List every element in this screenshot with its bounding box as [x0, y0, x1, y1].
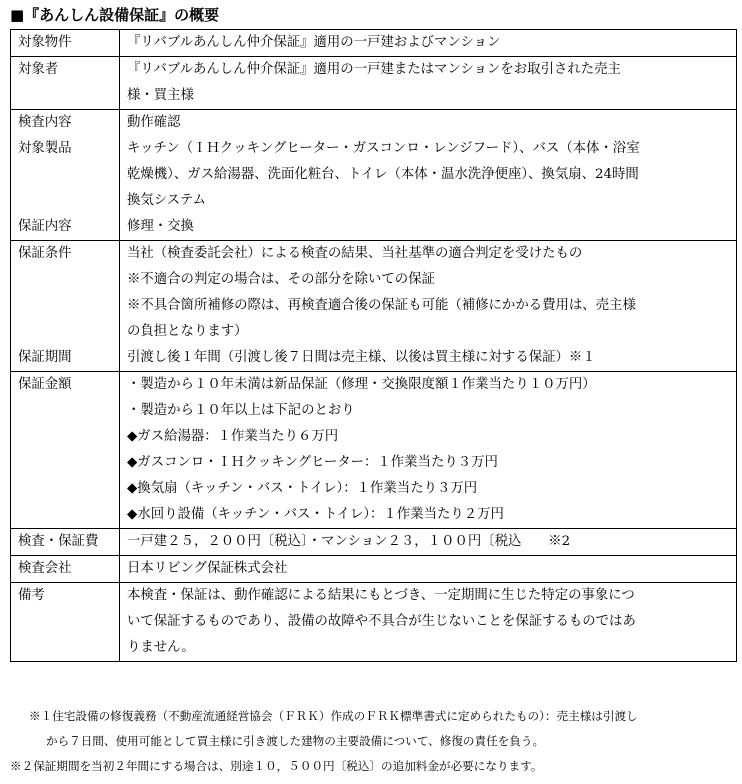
row-label: 保証金額	[18, 377, 72, 392]
warranty-summary-table	[10, 29, 737, 662]
row-label-cell	[11, 30, 120, 57]
row-label-cell	[11, 241, 120, 372]
row-value-line: 引渡し後１年間（引渡し後７日間は売主様、以後は買主様に対する保証）※１	[127, 350, 596, 365]
row-value-line: キッチン（ＩＨクッキングヒーター・ガスコンロ・レンジフード）、バス（本体・浴室	[127, 141, 640, 156]
row-label: 対象物件	[18, 35, 72, 50]
row-value-line: 換気システム	[127, 193, 207, 208]
table-row-inspection	[11, 110, 737, 241]
row-label: 保証条件	[18, 246, 72, 261]
row-label: 対象製品	[18, 141, 72, 156]
row-label	[11, 293, 119, 319]
row-value-line: ※不適合の判定の場合は、その部分を除いての保証	[127, 272, 435, 287]
row-value-line: 乾燥機）、ガス給湯器、洗面化粧台、トイレ（本体・温水洗浄便座）、換気扇、24時間	[127, 167, 639, 182]
row-value-line: いて保証するものであり、設備の故障や不具合が生じないことを保証するものではあ	[127, 614, 636, 629]
row-label: 検査内容	[18, 115, 72, 130]
footnote-line: から７日間、使用可能として買主様に引き渡した建物の主要設備について、修復の責任を負う。	[46, 734, 545, 748]
row-label: 備考	[18, 588, 45, 603]
row-label	[11, 267, 119, 293]
table-row-remarks	[11, 583, 737, 662]
row-value-cell	[120, 556, 737, 583]
row-value-line: 当社（検査委託会社）による検査の結果、当社基準の適合判定を受けたもの	[127, 246, 583, 261]
row-value-line: 『リバブルあんしん仲介保証』適用の一戸建およびマンション	[127, 35, 501, 50]
table-row-fee	[11, 529, 737, 556]
row-value-line: ◆ガスコンロ・ＩＨクッキングヒーター：１作業当たり３万円	[127, 455, 498, 470]
row-value-line: 『リバブルあんしん仲介保証』適用の一戸建またはマンションをお取引された売主	[127, 62, 621, 77]
row-value-line: 日本リビング保証株式会社	[127, 561, 288, 576]
row-label	[11, 188, 119, 214]
row-value-line: 一戸建２５，２００円〔税込〕・マンション２３，１００円〔税込 ※2	[127, 534, 571, 549]
row-label-cell	[11, 110, 120, 241]
row-label: 対象者	[18, 62, 59, 77]
row-value-cell	[120, 529, 737, 556]
row-value-cell	[120, 110, 737, 241]
row-label: 検査会社	[18, 561, 72, 576]
footnotes	[10, 704, 737, 779]
row-label-cell	[11, 583, 120, 662]
row-value-line: りません。	[127, 640, 195, 655]
table-row-company	[11, 556, 737, 583]
row-label	[11, 162, 119, 188]
row-value-cell	[120, 372, 737, 529]
row-label: 検査・保証費	[18, 534, 99, 549]
footnote-line: ※２保証期間を当初２年間にする場合は、別途１０，５００円〔税込〕の追加料金が必要になります。	[10, 759, 543, 773]
row-value-line: 修理・交換	[127, 219, 194, 234]
row-value-cell	[120, 30, 737, 57]
table-row-amount	[11, 372, 737, 529]
table-row-target-property	[11, 30, 737, 57]
row-value-line: の負担となります）	[127, 324, 248, 339]
row-value-line: ※不具合箇所補修の際は、再検査適合後の保証も可能（補修にかかる費用は、売主様	[127, 298, 636, 313]
page-title: ■『あんしん設備保証』の概要	[10, 6, 220, 24]
row-value-line: ・製造から１０年未満は新品保証（修理・交換限度額１作業当たり１０万円）	[127, 377, 596, 392]
row-label-cell	[11, 372, 120, 529]
row-value-line: ・製造から１０年以上は下記のとおり	[127, 403, 355, 418]
row-value-cell	[120, 57, 737, 110]
row-label-cell	[11, 57, 120, 110]
row-label-cell	[11, 529, 120, 556]
row-value-line: ◆水回り設備（キッチン・バス・トイレ）：１作業当たり２万円	[127, 507, 504, 522]
row-value-cell	[120, 583, 737, 662]
row-value-line: 様・買主様	[127, 88, 194, 103]
row-label	[11, 319, 119, 345]
row-value-line: 動作確認	[127, 115, 181, 130]
table-row-conditions	[11, 241, 737, 372]
row-label: 保証期間	[18, 350, 72, 365]
row-value-line: ◆ガス給湯器：１作業当たり６万円	[127, 429, 339, 444]
row-value-cell	[120, 241, 737, 372]
row-value-line: ◆換気扇（キッチン・バス・トイレ）：１作業当たり３万円	[127, 481, 478, 496]
row-label: 保証内容	[18, 219, 72, 234]
row-value-line: 本検査・保証は、動作確認による結果にもとづき、一定期間に生じた特定の事象につ	[127, 588, 635, 603]
table-row-target-person	[11, 57, 737, 110]
footnote-line: ※１住宅設備の修復義務（不動産流通経営協会（ＦＲＫ）作成のＦＲＫ標準書式に定められたもの）：売主様は引渡し	[29, 709, 638, 723]
row-label-cell	[11, 556, 120, 583]
